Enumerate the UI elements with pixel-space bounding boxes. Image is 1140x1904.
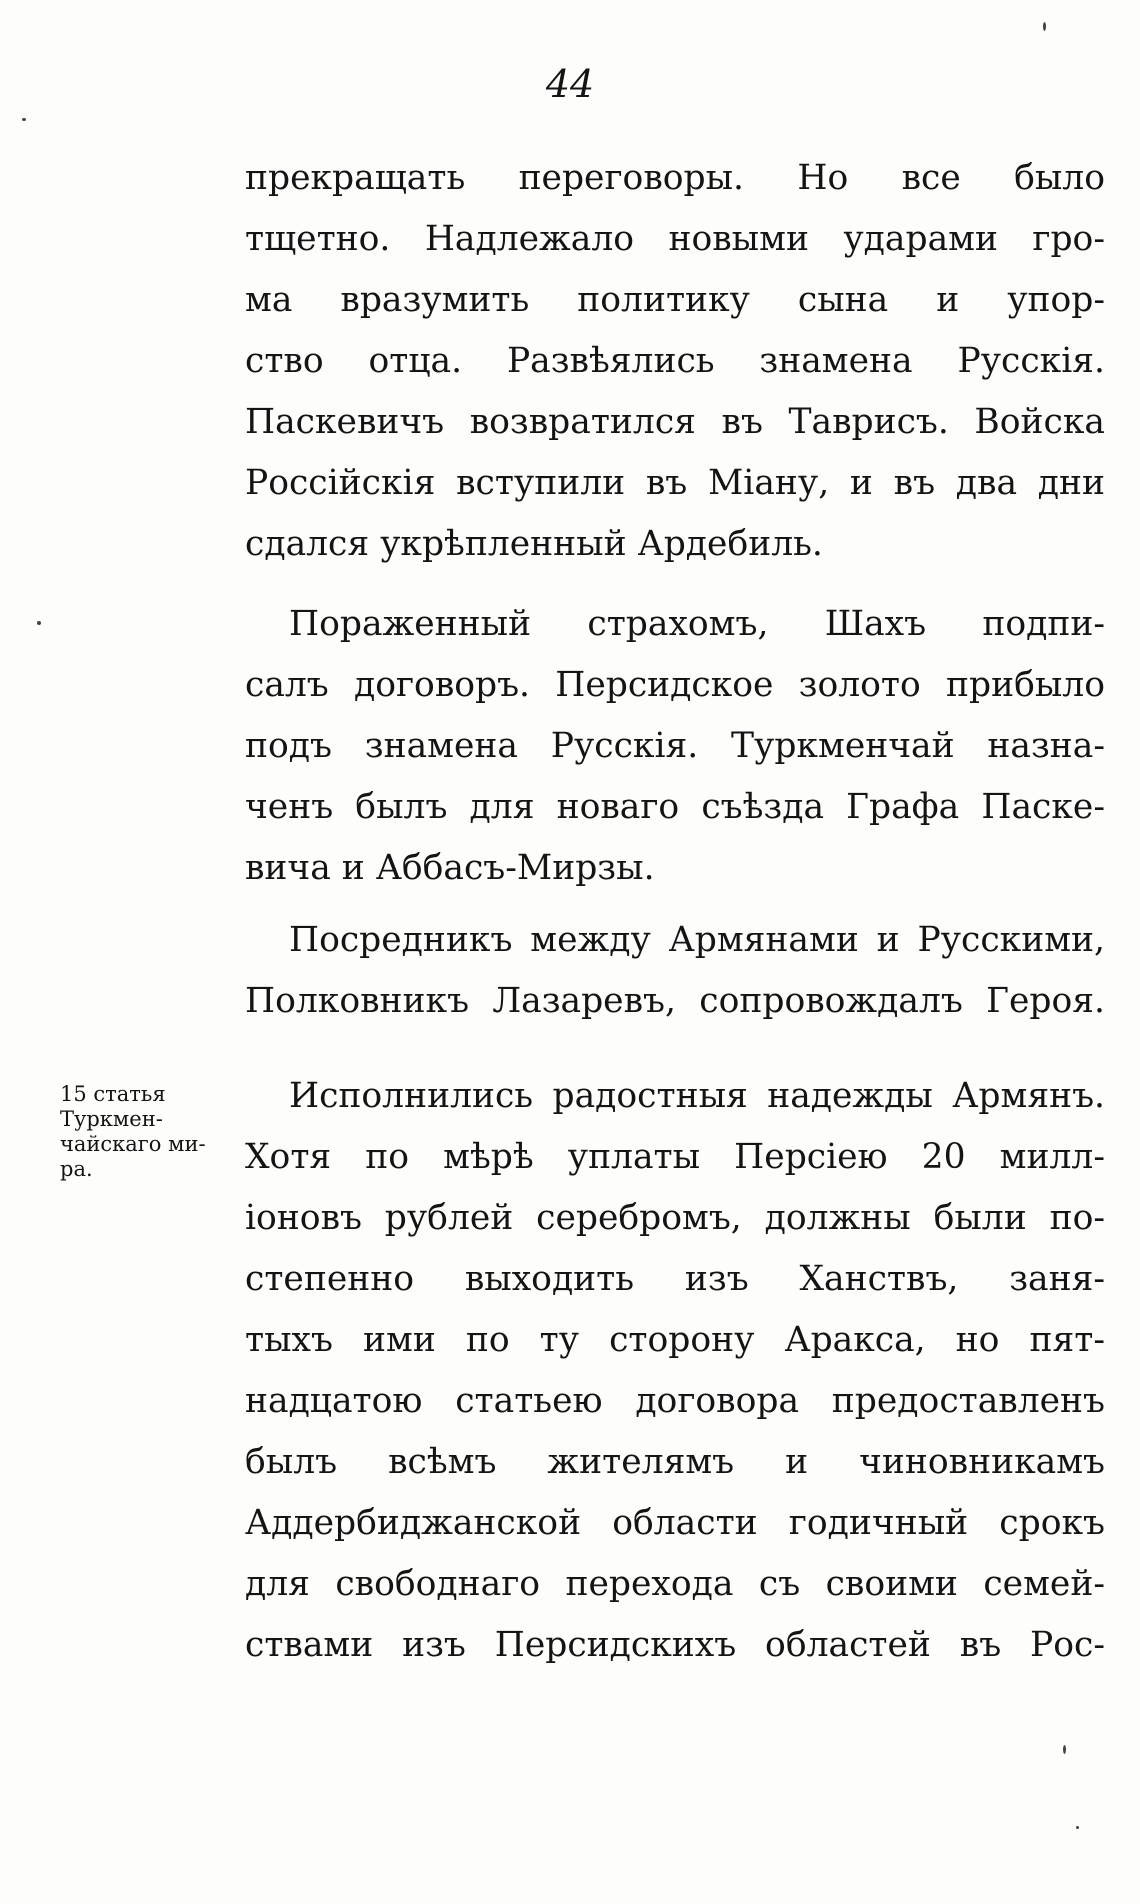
text-line: ство отца. Развѣялись знамена Русскія. <box>245 341 1105 381</box>
text-line: Россійскія вступили въ Міану, и въ два дни <box>245 463 1105 503</box>
text-line: Полковникъ Лазаревъ, сопровождалъ Героя. <box>245 981 1105 1021</box>
paragraph <box>245 910 1105 1032</box>
text-line: Пораженный страхомъ, Шахъ подпи- <box>289 604 1105 644</box>
text-line: степенно выходить изъ Ханствъ, заня- <box>245 1259 1105 1299</box>
paper-speck <box>1063 1745 1066 1754</box>
marginal-note <box>60 1082 250 1182</box>
text-line: вича и Аббасъ-Мирзы. <box>245 848 655 888</box>
page-number: 44 <box>545 62 595 106</box>
paragraph <box>245 1066 1105 1676</box>
text-line: ма вразумить политику сына и упор- <box>245 280 1105 320</box>
text-line: былъ всѣмъ жителямъ и чиновникамъ <box>245 1442 1105 1482</box>
text-line: Аддербиджанской области годичный срокъ <box>245 1503 1105 1543</box>
paragraph <box>245 594 1105 899</box>
text-line: Хотя по мѣрѣ уплаты Персіею 20 милл- <box>245 1137 1105 1177</box>
paper-speck <box>37 621 41 625</box>
text-line: для свободнаго перехода съ своими семей- <box>245 1564 1105 1604</box>
paragraph <box>245 148 1105 575</box>
text-line: сдался укрѣпленный Ардебиль. <box>245 524 823 564</box>
marginal-note-line: 15 статья <box>60 1082 166 1106</box>
text-line: іоновъ рублей серебромъ, должны были по- <box>245 1198 1105 1238</box>
text-line: тщетно. Надлежало новыми ударами гро- <box>245 219 1105 259</box>
body-text <box>245 148 1105 1676</box>
text-line: подъ знамена Русскія. Туркменчай назна- <box>245 726 1105 766</box>
text-line: тыхъ ими по ту сторону Аракса, но пят- <box>245 1320 1105 1360</box>
marginal-note-line: чайскаго ми- <box>60 1132 206 1156</box>
text-line: салъ договоръ. Персидское золото прибыло <box>245 665 1105 705</box>
paper-speck <box>1043 22 1046 31</box>
text-line: прекращать переговоры. Но все было <box>245 158 1105 198</box>
paper-speck <box>1076 1826 1079 1829</box>
text-line: надцатою статьею договора предоставленъ <box>245 1381 1105 1421</box>
text-line: Исполнились радостныя надежды Армянъ. <box>289 1076 1105 1116</box>
text-line: ченъ былъ для новаго съѣзда Графа Паске- <box>245 787 1105 827</box>
text-line: Посредникъ между Армянами и Русскими, <box>289 920 1105 960</box>
marginal-note-line: Туркмен- <box>60 1107 163 1131</box>
text-line: Паскевичъ возвратился въ Таврисъ. Войска <box>245 402 1105 442</box>
text-line: ствами изъ Персидскихъ областей въ Рос- <box>245 1625 1105 1665</box>
marginal-note-line: ра. <box>60 1157 93 1181</box>
paper-speck <box>22 118 26 121</box>
